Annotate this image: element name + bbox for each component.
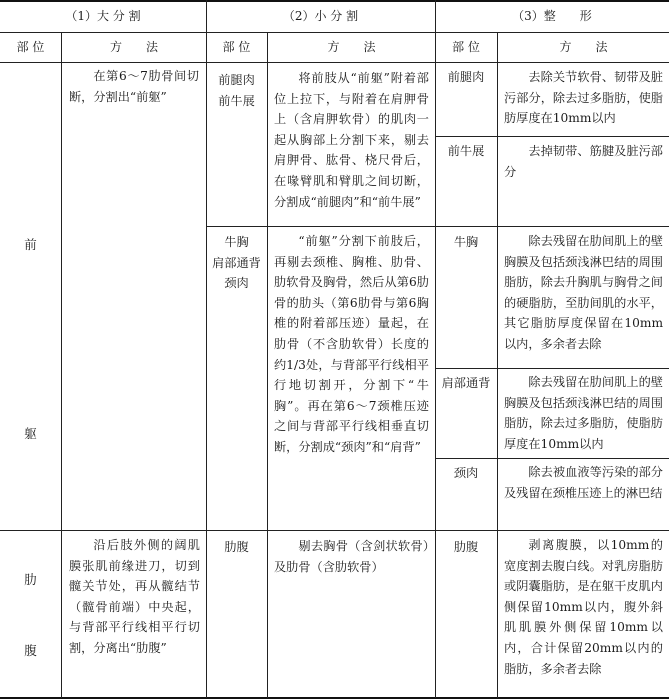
trim-part-niuxiong: 牛胸 — [453, 235, 479, 249]
leifu-big-method: 沿后肢外侧的阔肌膜张肌前缘进刀，切到髋关节处，再从髋结节（髋骨前端）中央起，与背部平行线相平行切割，分离出“肋腹” — [69, 538, 200, 655]
part-qianqu-char-1: 前 — [24, 237, 37, 252]
rule-col-3 — [267, 32, 268, 698]
trim-method-leifu: 剥离腹膜，以10mm的宽度割去腹白线。对乳房脂肪或阴囊脂肪，是在躯干皮肌内侧保留10mm以内，腹外斜肌肌膜外侧保留10mm以内，合计保留20mm以内的脂肪，多余者去除 — [504, 538, 663, 676]
trim-part-qianniuzhan: 前牛展 — [447, 144, 485, 158]
qianqu-big-method: 在第6～7肋骨间切断，分割出“前躯” — [69, 69, 199, 104]
part-qianqu-char-2: 躯 — [24, 426, 37, 442]
trim-method-jingrou: 除去被血液等污染的部分及残留在颈椎压迹上的淋巴结 — [504, 465, 663, 500]
trim-part-jingrou: 颈肉 — [453, 466, 479, 480]
rule-small-1 — [206, 226, 435, 227]
col-part-3: 部 位 — [452, 40, 480, 55]
trim-method-niuxiong: 除去残留在肋间肌上的壁胸膜及包括颈浅淋巴结的周围脂肪，除去升胸肌与胸骨之间的硬脂肪，至肋间肌的水平，其它脂肪厚度保留在10mm以内，多余者去除 — [504, 234, 663, 351]
small-part-niuxiong: 牛胸 肩部通背 颈肉 — [212, 235, 261, 291]
part-leifu-char-2: 腹 — [24, 643, 37, 659]
col-method-2: 方 法 — [327, 40, 376, 55]
rule-trim-2 — [435, 226, 669, 227]
part-leifu-char-1: 肋 — [24, 572, 37, 587]
small-method-qiantui: 将前肢从“前躯”附着部位上拉下，与附着在肩胛骨上（含肩胛软骨）的肌肉一起从胸部上分割下来，剔去肩胛骨、肱骨、桡尺骨后，在喙臂肌和臂肌之间切断，分割成“前腿肉”和“前牛展” — [274, 71, 429, 209]
rule-col-1 — [61, 32, 62, 698]
small-method-niuxiong: “前躯”分割下前肢后，再剔去颈椎、胸椎、肋骨、肋软骨及胸骨，然后从第6肋骨的肋头（第6肋骨与第6胸椎的附着部压迹）量起，在肋骨（不含肋软骨）长度的约1/3处，与背部平行线相平行地切割开，分割下“牛胸”。再在第6～7颈椎压迹之间与背部平行线相垂直切断，分割成“颈肉”和“肩背” — [274, 234, 429, 454]
rule-section — [0, 530, 669, 531]
header-small-cut: （2）小 分 割 — [282, 9, 359, 24]
rule-trim-4 — [435, 458, 669, 459]
rule-header-2 — [0, 62, 669, 63]
small-method-leifu: 剔去胸骨（含剑状软骨）及肋骨（含肋软骨） — [274, 539, 429, 574]
col-method-3: 方 法 — [559, 40, 608, 55]
small-part-qiantui: 前腿肉 前牛展 — [218, 73, 255, 108]
col-part-2: 部 位 — [222, 40, 251, 55]
header-big-cut: （1）大 分 割 — [65, 9, 141, 24]
trim-method-qiantui: 去除关节软骨、韧带及脏污部分，除去过多脂肪，使脂肪厚度在10mm以内 — [504, 70, 663, 126]
part-leifu — [0, 570, 61, 662]
trim-method-qianniuzhan: 去掉韧带、筋腱及脏污部分 — [504, 144, 663, 179]
rule-trim-1 — [435, 136, 669, 137]
col-part-1: 部 位 — [16, 40, 45, 55]
rule-col-5 — [497, 32, 498, 698]
header-trimming: （3）整 形 — [512, 9, 592, 24]
small-part-leifu: 肋腹 — [224, 540, 249, 554]
trim-part-leifu: 肋腹 — [453, 540, 479, 554]
col-method-1: 方 法 — [109, 40, 158, 55]
trim-part-jianbu: 肩部通背 — [441, 376, 491, 390]
rule-bottom — [0, 697, 669, 699]
rule-trim-3 — [435, 368, 669, 369]
part-qianqu — [0, 235, 61, 445]
rule-col-4 — [435, 0, 436, 698]
trim-part-qiantui: 前腿肉 — [447, 70, 485, 84]
trim-method-jianbu: 除去残留在肋间肌上的壁胸膜及包括颈浅淋巴结的周围脂肪，除去过多脂肪，使脂肪厚度在10mm以内 — [504, 375, 663, 451]
